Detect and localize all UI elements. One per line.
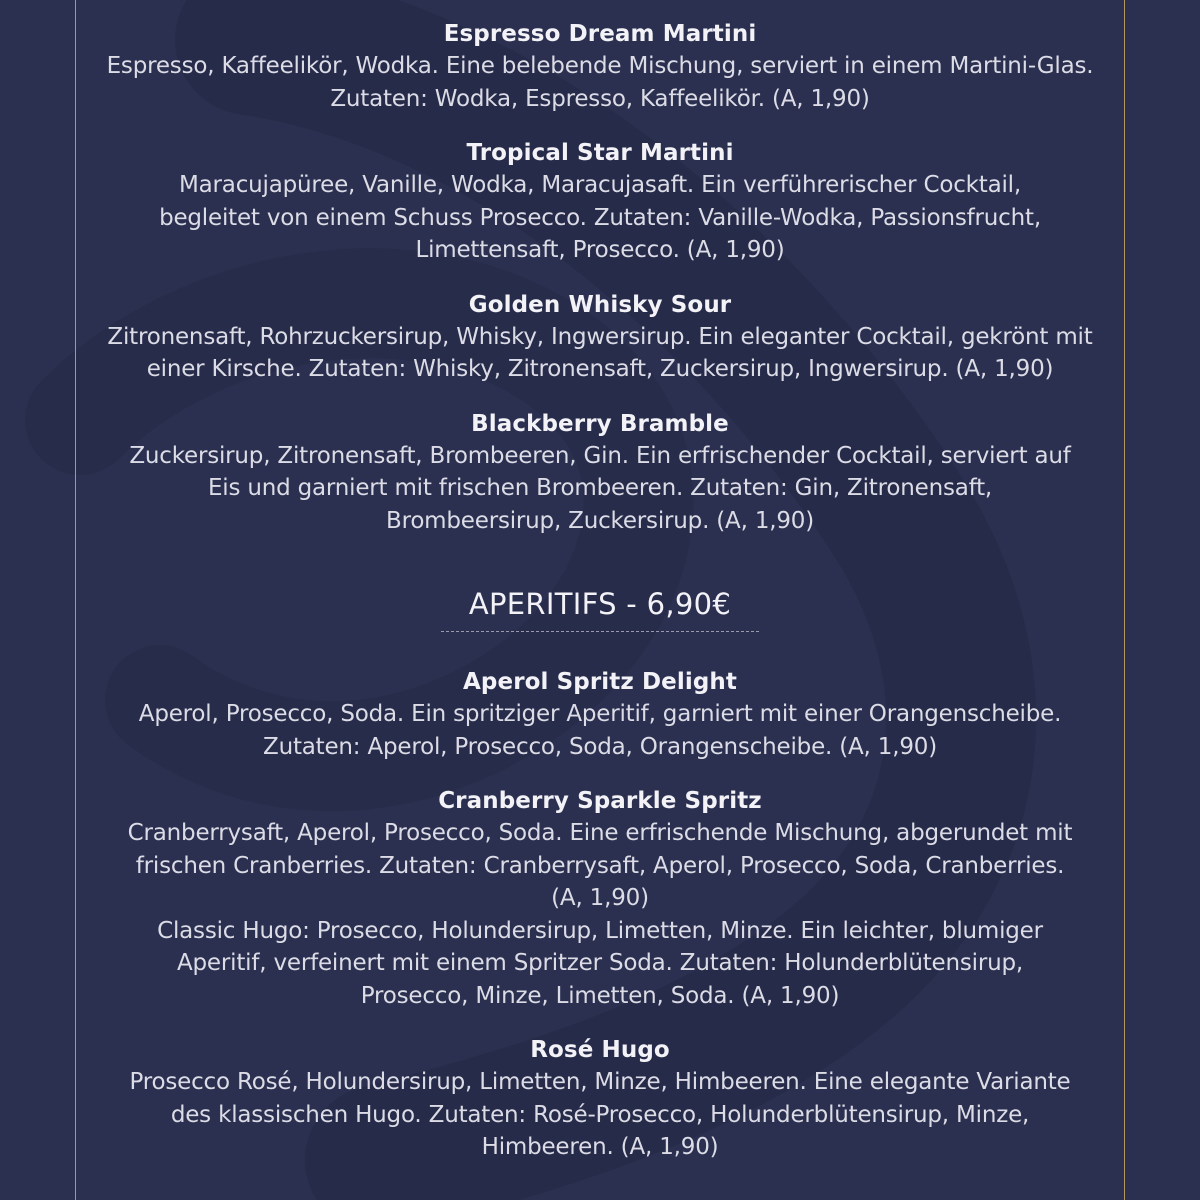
item-name: Tropical Star Martini <box>466 140 734 166</box>
menu-content <box>95 18 1105 1186</box>
item-description: Zitronensaft, Rohrzuckersirup, Whisky, Ingwersirup. Ein eleganter Cocktail, gekrönt mit einer Kirsche. Zutaten: Whisky, Zitronensaft, Zuckersirup, Ingwersirup. (A, 1,90) <box>107 323 1093 382</box>
item-description: Aperol, Prosecco, Soda. Ein spritziger Aperitif, garniert mit einer Orangenscheibe. Zutaten: Aperol, Prosecco, Soda, Orangenscheibe. (A, 1,90) <box>138 701 1062 760</box>
item-name: Cranberry Sparkle Spritz <box>438 788 762 814</box>
menu-item <box>95 1034 1105 1164</box>
section-header-aperitifs <box>95 585 1105 632</box>
item-name: Espresso Dream Martini <box>443 21 757 47</box>
item-name: Rosé Hugo <box>530 1037 670 1063</box>
menu-item <box>95 785 1105 1012</box>
item-description: Prosecco Rosé, Holundersirup, Limetten, Minze, Himbeeren. Eine elegante Variante des klassischen Hugo. Zutaten: Rosé-Prosecco, Holunderblütensirup, Minze, Himbeeren. (A, 1,90) <box>129 1069 1071 1160</box>
item-description: Espresso, Kaffeelikör, Wodka. Eine belebende Mischung, serviert in einem Martini-Glas. Zutaten: Wodka, Espresso, Kaffeelikör. (A, 1,90) <box>106 53 1094 112</box>
item-description: Maracujapüree, Vanille, Wodka, Maracujasaft. Ein verführerischer Cocktail, begleitet von einem Schuss Prosecco. Zutaten: Vanille-Wodka, Passionsfrucht, Limettensaft, Prosecco. (A, 1,90) <box>159 172 1041 263</box>
menu-item <box>95 137 1105 267</box>
menu-item <box>95 666 1105 763</box>
item-description: Zuckersirup, Zitronensaft, Brombeeren, Gin. Ein erfrischender Cocktail, serviert auf Eis und garniert mit frischen Brombeeren. Zutaten: Gin, Zitronensaft, Brombeersirup, Zuckersirup. (A, 1,90) <box>129 442 1071 534</box>
menu-item <box>95 408 1105 538</box>
menu-item <box>95 289 1105 386</box>
item-description-extra: Classic Hugo: Prosecco, Holundersirup, Limetten, Minze. Ein leichter, blumiger Aperitif, verfeinert mit einem Spritzer Soda. Zutaten: Holunderblütensirup, Prosecco, Minze, Limetten, Soda. (A, 1,90) <box>157 917 1043 1009</box>
menu-item <box>95 18 1105 115</box>
section-divider <box>441 631 759 632</box>
section-title: APERITIFS - 6,90€ <box>468 587 732 621</box>
item-name: Golden Whisky Sour <box>468 291 732 318</box>
frame-line-left <box>75 0 76 1200</box>
frame-line-right <box>1124 0 1125 1200</box>
item-name: Blackberry Bramble <box>471 410 729 437</box>
item-name: Aperol Spritz Delight <box>463 669 737 695</box>
item-description: Cranberrysaft, Aperol, Prosecco, Soda. Eine erfrischende Mischung, abgerundet mit frischen Cranberries. Zutaten: Cranberrysaft, Aperol, Prosecco, Soda, Cranberries. (A, 1,90) <box>127 820 1073 911</box>
